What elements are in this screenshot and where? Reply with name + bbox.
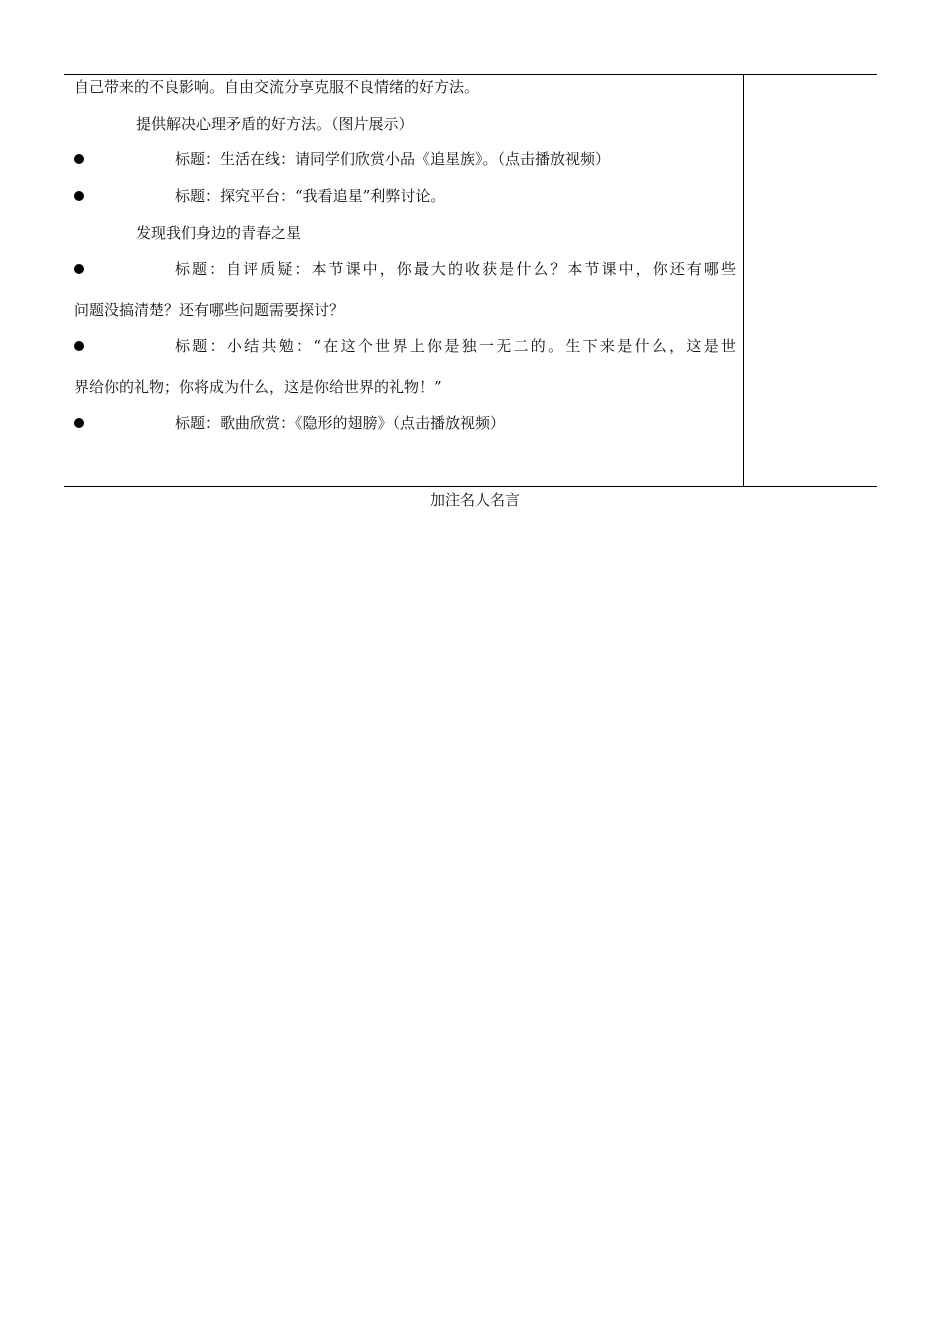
bullet-item-text: 标题：小结共勉：“在这个世界上你是独一无二的。生下来是什么，这是世 bbox=[175, 337, 736, 355]
text-line: 提供解决心理矛盾的好方法。（图片展示） bbox=[136, 115, 414, 133]
bullet-icon bbox=[74, 154, 84, 164]
bullet-icon bbox=[74, 264, 84, 274]
table-column-divider bbox=[743, 74, 744, 487]
bullet-icon bbox=[74, 418, 84, 428]
table-bottom-border bbox=[64, 486, 877, 487]
bullet-icon bbox=[74, 191, 84, 201]
text-line: 发现我们身边的青春之星 bbox=[136, 224, 302, 242]
bullet-item-text: 标题：生活在线：请同学们欣赏小品《追星族》。（点击播放视频） bbox=[175, 150, 611, 168]
bullet-item-text: 标题：自评质疑：本节课中，你最大的收获是什么？本节课中，你还有哪些 bbox=[175, 260, 736, 278]
bullet-item-text: 标题：歌曲欣赏：《隐形的翅膀》（点击播放视频） bbox=[175, 414, 506, 432]
bullet-item-text: 标题：探究平台：“我看追星”利弊讨论。 bbox=[175, 187, 446, 205]
footer-note: 加注名人名言 bbox=[429, 491, 520, 509]
table-top-border bbox=[64, 74, 877, 75]
bullet-item-continuation: 界给你的礼物；你将成为什么，这是你给世界的礼物！” bbox=[74, 378, 442, 396]
bullet-item-continuation: 问题没搞清楚？还有哪些问题需要探讨？ bbox=[74, 301, 345, 319]
bullet-icon bbox=[74, 341, 84, 351]
text-line: 自己带来的不良影响。自由交流分享克服不良情绪的好方法。 bbox=[74, 78, 480, 96]
